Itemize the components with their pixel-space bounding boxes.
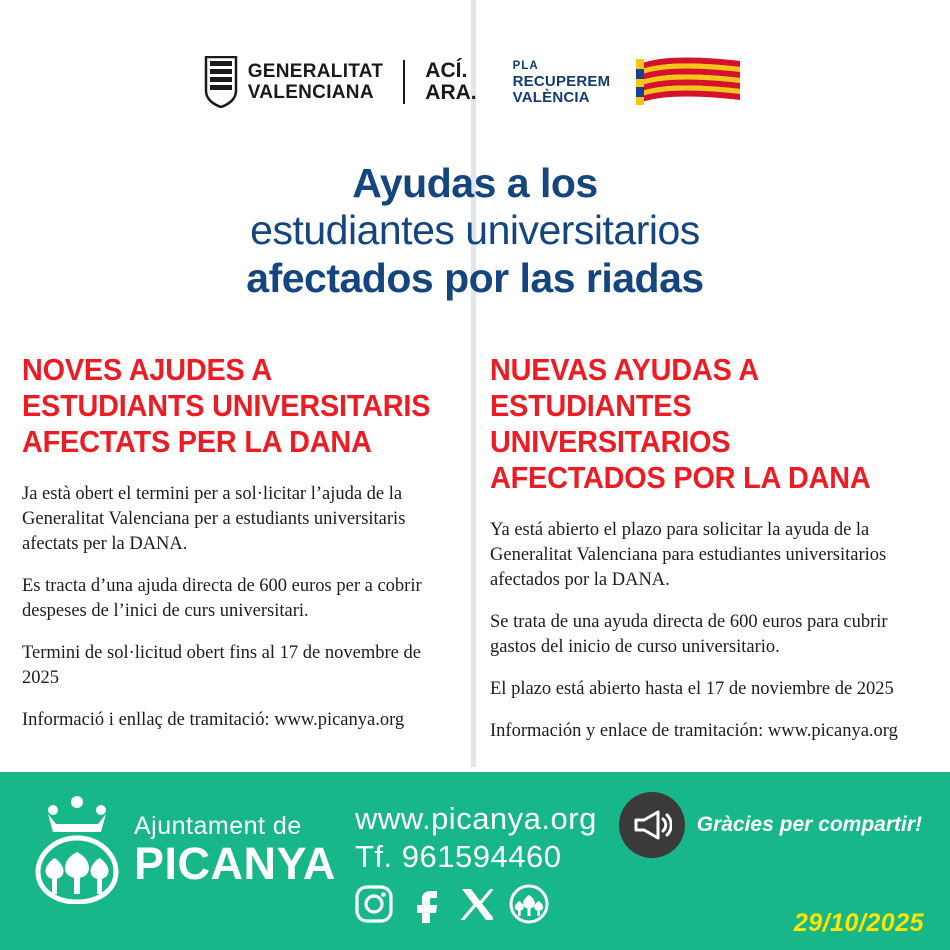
pla-line1: PLA (512, 60, 539, 72)
aci-line2: ARA. (425, 81, 477, 104)
title-line-3: afectados por las riadas (246, 255, 704, 301)
paragraph-valencian-1: Ja està obert el termini per a sol·licitar l’ajuda de la Generalitat Valenciana per a estudiants universitaris afectats per la DANA. (22, 484, 406, 554)
content-columns (0, 352, 950, 772)
paragraph-spanish-1: Ya está abierto el plazo para solicitar la ayuda de la Generalitat Valenciana para estudiantes universitarios afectados por la DANA. (490, 520, 887, 590)
headline-spanish: NUEVAS AYUDAS A ESTUDIANTES UNIVERSITARIOS AFECTADOS POR LA DANA (490, 352, 871, 495)
poster-title (0, 160, 950, 302)
generalitat-line2: VALENCIANA (247, 82, 374, 103)
megaphone-icon (632, 808, 672, 842)
ajuntament-line2: PICANYA (134, 837, 336, 889)
headline-valencian: NOVES AJUDES A ESTUDIANTS UNIVERSITARIS AFECTATS PER LA DANA (22, 352, 431, 459)
logo-separator (403, 60, 405, 104)
ajuntament-logo (34, 794, 336, 904)
picanya-tree-crown-icon (34, 794, 120, 904)
share-callout (619, 792, 922, 858)
facebook-icon[interactable] (409, 885, 443, 923)
column-valencian (22, 352, 462, 733)
column-divider (471, 327, 476, 767)
generalitat-wordmark (248, 61, 384, 103)
pla-line2: RECUPEREM (512, 73, 611, 90)
publication-date: 29/10/2025 (793, 909, 924, 937)
aci-line1: ACÍ. (425, 59, 468, 82)
megaphone-badge (619, 792, 685, 858)
paragraph-spanish-3: El plazo está abierto hasta el 17 de noviembre de 2025 (490, 679, 894, 699)
title-line-1: Ayudas a los (352, 160, 598, 206)
share-text: Gràcies per compartir! (696, 813, 922, 836)
x-twitter-icon[interactable] (459, 886, 493, 922)
column-spanish (490, 352, 930, 744)
website-url[interactable]: www.picanya.org (355, 801, 597, 836)
aci-ara-wordmark (425, 60, 476, 104)
pla-line3: VALÈNCIA (512, 89, 590, 106)
pla-recuperem-valencia-logo (513, 58, 611, 106)
header-logos (0, 48, 950, 116)
social-links (355, 884, 549, 924)
instagram-icon[interactable] (355, 885, 393, 923)
generalitat-valenciana-logo (204, 56, 477, 108)
generalitat-shield-icon (204, 56, 238, 108)
paragraph-valencian-4: Informació i enllaç de tramitació: www.picanya.org (22, 710, 405, 730)
picanya-seal-icon[interactable] (509, 884, 549, 924)
title-line-2: estudiantes universitarios (250, 207, 700, 253)
contact-block (355, 800, 597, 876)
generalitat-line1: GENERALITAT (247, 61, 384, 82)
valencia-flag-icon (636, 53, 746, 111)
ajuntament-wordmark (134, 812, 336, 887)
paragraph-spanish-4: Información y enlace de tramitación: www.picanya.org (490, 721, 898, 741)
footer-bar (0, 772, 950, 950)
ajuntament-line1: Ajuntament de (134, 811, 302, 840)
paragraph-valencian-2: Es tracta d’una ajuda directa de 600 euros per a cobrir despeses de l’inici de curs universitari. (22, 576, 422, 621)
paragraph-spanish-2: Se trata de una ayuda directa de 600 euros para cubrir gastos del inicio de curso universitario. (490, 612, 888, 657)
paragraph-valencian-3: Termini de sol·licitud obert fins al 17 de novembre de 2025 (22, 643, 421, 688)
phone-number: Tf. 961594460 (355, 839, 562, 874)
